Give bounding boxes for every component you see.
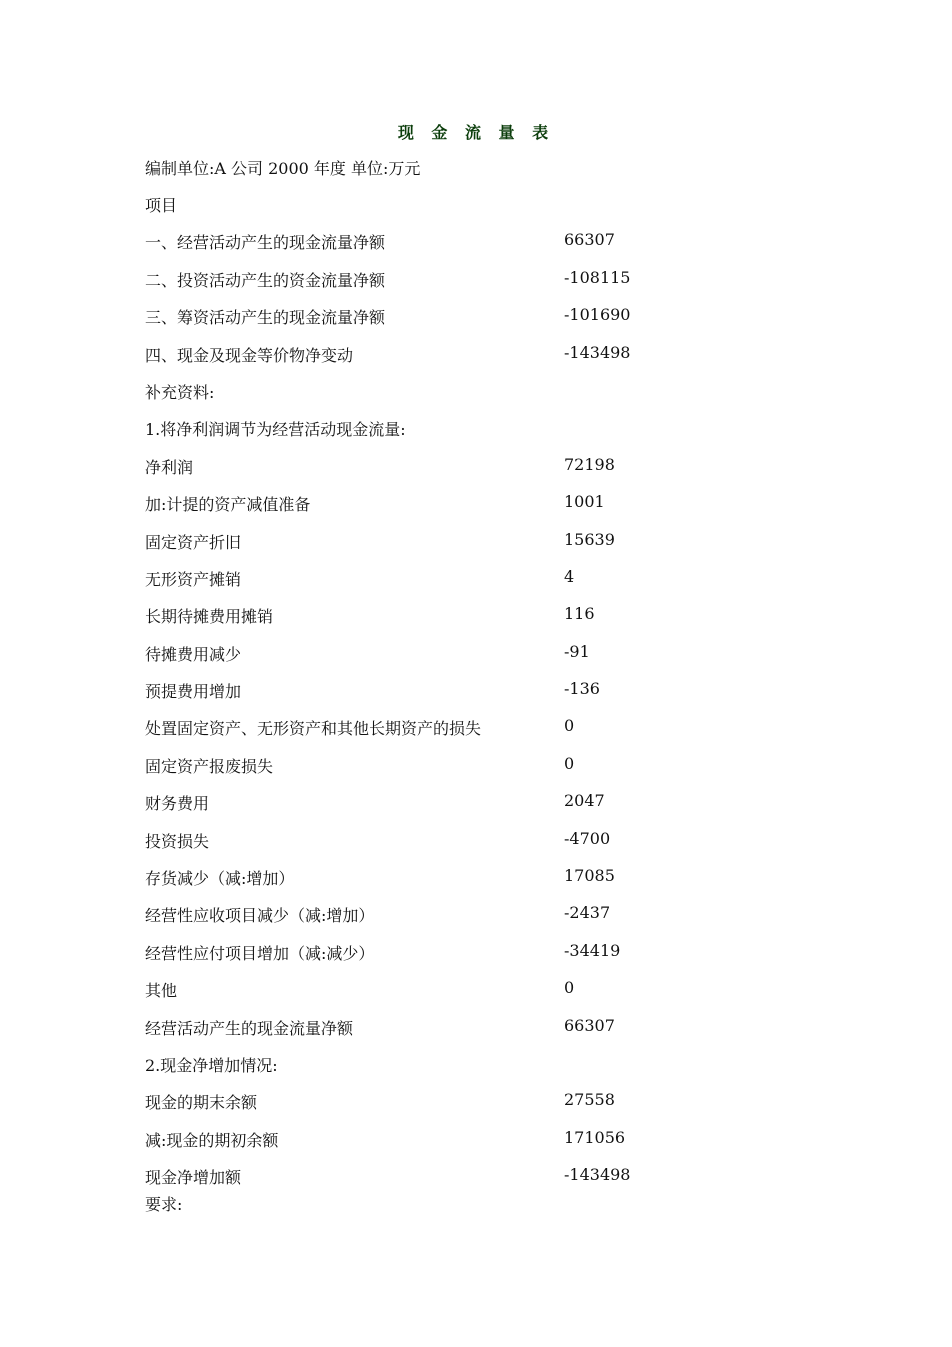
row-value: -143498	[564, 342, 631, 362]
document-title: 现 金 流 量 表	[397, 123, 555, 142]
row-label: 无形资产摊销	[145, 569, 242, 589]
row-label: 其他	[145, 981, 178, 1001]
row-label: 长期待摊费用摊销	[145, 607, 274, 627]
row-value: 1001	[564, 492, 605, 512]
row-value: -136	[564, 679, 600, 699]
row-label: 1.将净利润调节为经营活动现金流量:	[145, 420, 406, 440]
table-row	[145, 417, 705, 454]
table-row	[145, 230, 705, 267]
row-label: 现金净增加额	[145, 1168, 242, 1188]
row-value: -34419	[564, 940, 621, 960]
table-row	[145, 679, 705, 716]
table-row	[145, 268, 705, 305]
table-row	[145, 530, 705, 567]
table-row	[145, 903, 705, 940]
row-label: 待摊费用减少	[145, 644, 242, 664]
table-row	[145, 343, 705, 380]
row-label: 固定资产折旧	[145, 532, 242, 552]
row-label: 经营性应收项目减少（减:增加）	[145, 906, 375, 926]
row-value: 0	[564, 753, 575, 773]
requirements-label: 要求:	[145, 1195, 183, 1214]
row-label: 净利润	[145, 457, 194, 477]
row-value: 0	[564, 978, 575, 998]
row-value: 4	[564, 566, 575, 586]
row-label: 项目	[145, 196, 178, 215]
row-value: -108115	[564, 267, 631, 287]
row-value: 15639	[564, 529, 615, 549]
row-value: -91	[564, 641, 590, 661]
row-value: 171056	[564, 1127, 626, 1147]
row-value: 72198	[564, 454, 615, 474]
row-value: 66307	[564, 1015, 615, 1035]
row-value: 27558	[564, 1090, 615, 1110]
row-label: 三、筹资活动产生的现金流量净额	[145, 308, 386, 328]
table-row	[145, 1165, 705, 1202]
row-label: 2.现金净增加情况:	[145, 1055, 278, 1075]
row-label: 一、经营活动产生的现金流量净额	[145, 233, 386, 253]
row-label: 现金的期末余额	[145, 1093, 258, 1113]
row-label: 加:计提的资产减值准备	[145, 495, 311, 515]
row-label: 固定资产报废损失	[145, 756, 274, 776]
row-value: 116	[564, 604, 595, 624]
row-value: 17085	[564, 866, 615, 886]
row-label: 经营性应付项目增加（减:减少）	[145, 943, 375, 963]
table-row	[145, 829, 705, 866]
table-row	[145, 716, 705, 753]
table-row	[145, 193, 705, 230]
row-label: 投资损失	[145, 831, 210, 851]
row-value: 2047	[564, 791, 605, 811]
row-value: 66307	[564, 230, 615, 250]
table-row	[145, 1053, 705, 1090]
table-row	[145, 604, 705, 641]
table-row	[145, 380, 705, 417]
document-header: 编制单位:A 公司 2000 年度 单位:万元	[145, 159, 421, 178]
row-label: 二、投资活动产生的资金流量净额	[145, 270, 386, 290]
row-label: 财务费用	[145, 794, 210, 814]
row-label: 存货减少（减:增加）	[145, 869, 295, 889]
row-label: 四、现金及现金等价物净变动	[145, 345, 354, 365]
row-label: 处置固定资产、无形资产和其他长期资产的损失	[145, 719, 482, 739]
table-row	[145, 455, 705, 492]
cash-flow-table	[145, 193, 705, 1203]
table-row	[145, 305, 705, 342]
row-label: 补充资料:	[145, 382, 215, 402]
table-row	[145, 866, 705, 903]
table-row	[145, 791, 705, 828]
row-value: -101690	[564, 305, 631, 325]
table-row	[145, 941, 705, 978]
row-label: 经营活动产生的现金流量净额	[145, 1018, 354, 1038]
row-value: -2437	[564, 903, 611, 923]
table-row	[145, 642, 705, 679]
table-row	[145, 1016, 705, 1053]
table-row	[145, 492, 705, 529]
row-value: -4700	[564, 828, 611, 848]
table-row	[145, 567, 705, 604]
table-row	[145, 754, 705, 791]
row-label: 预提费用增加	[145, 682, 242, 702]
row-label: 减:现金的期初余额	[145, 1130, 279, 1150]
table-row	[145, 1090, 705, 1127]
row-value: 0	[564, 716, 575, 736]
table-row	[145, 978, 705, 1015]
row-value: -143498	[564, 1165, 631, 1185]
table-row	[145, 1128, 705, 1165]
